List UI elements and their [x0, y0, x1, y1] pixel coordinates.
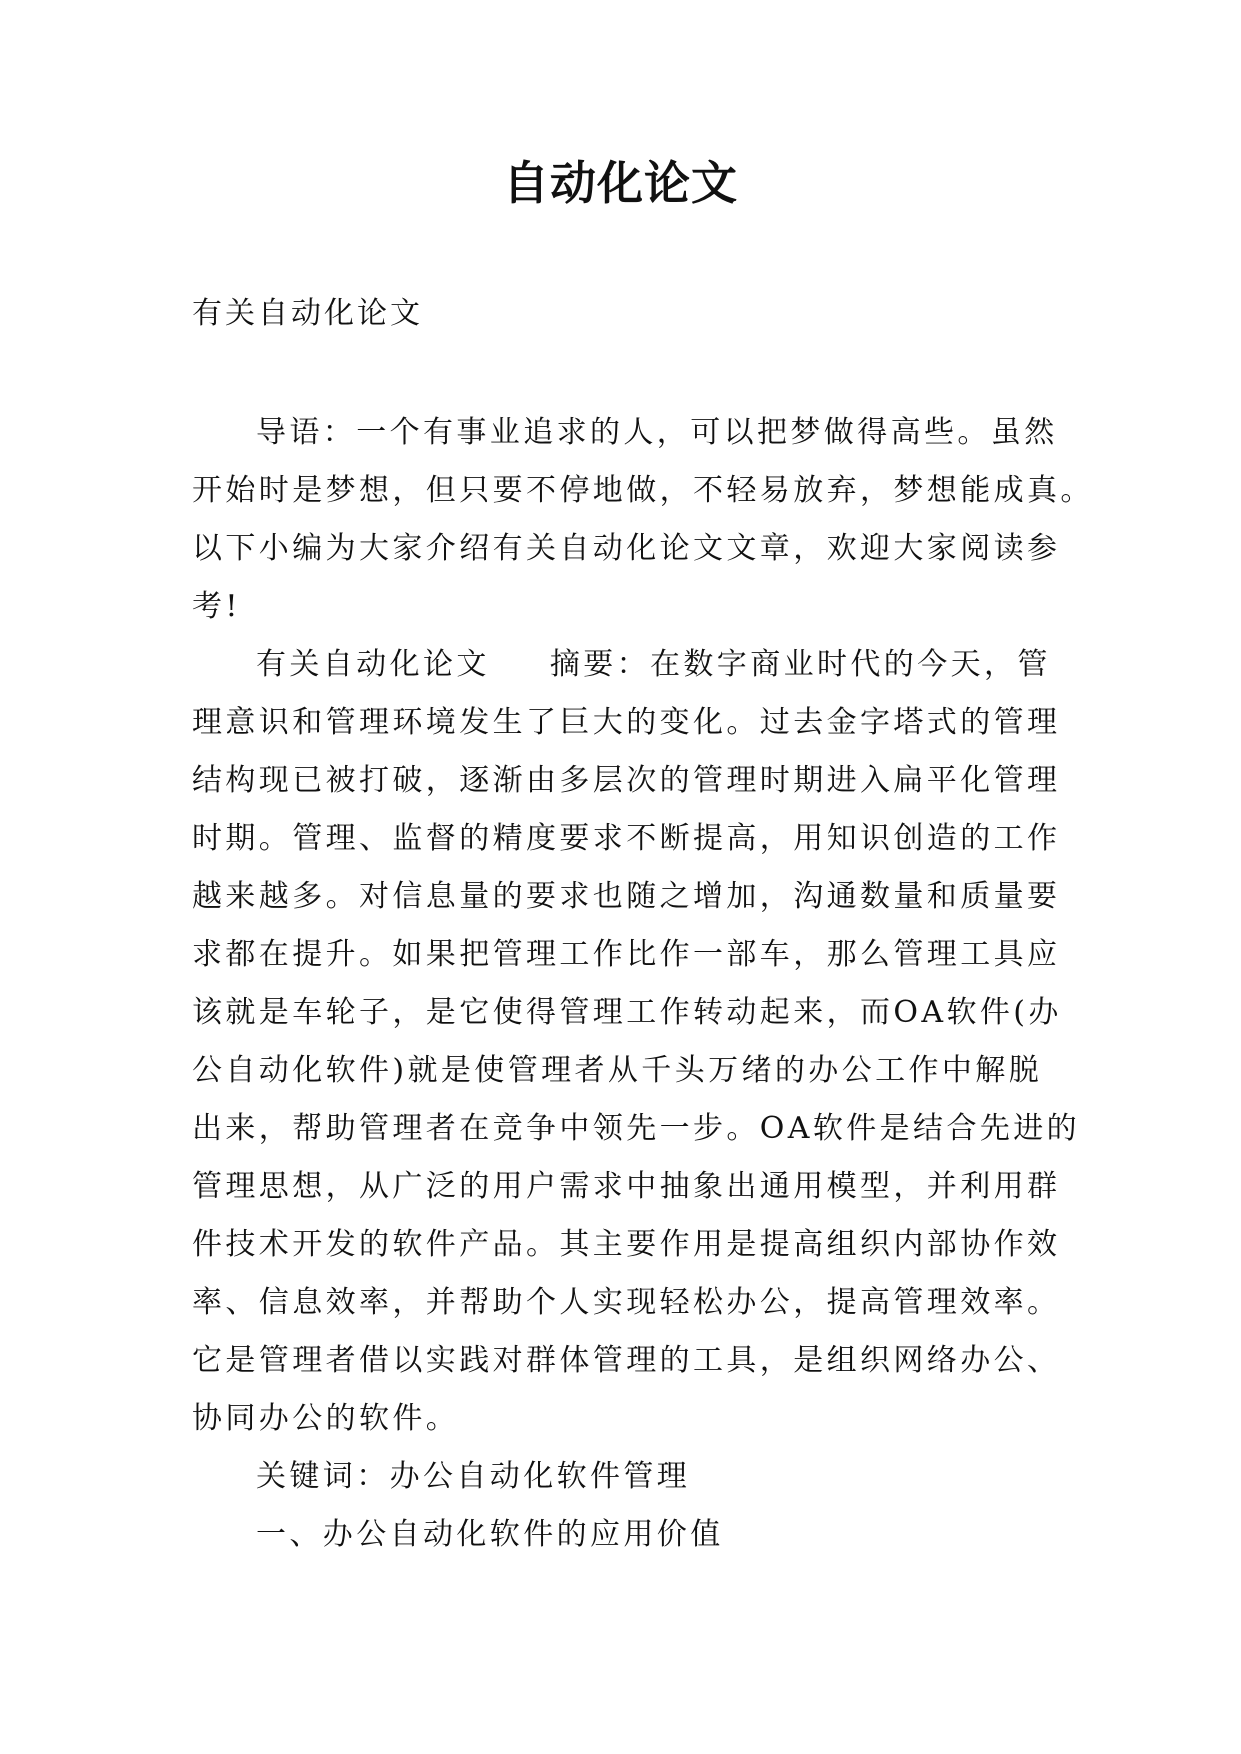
- body-line: 结构现已被打破，逐渐由多层次的管理时期进入扁平化管理: [192, 763, 1061, 798]
- body-line: 该就是车轮子，是它使得管理工作转动起来，而OA软件(办: [192, 995, 1062, 1030]
- body-line: 率、信息效率，并帮助个人实现轻松办公，提高管理效率。: [192, 1285, 1061, 1320]
- body-line: 公自动化软件)就是使管理者从千头万绪的办公工作中解脱: [192, 1053, 1043, 1088]
- body-line: 以下小编为大家介绍有关自动化论文文章，欢迎大家阅读参: [192, 531, 1061, 566]
- body-line: 越来越多。对信息量的要求也随之增加，沟通数量和质量要: [192, 879, 1061, 914]
- abstract-text: 摘要：在数字商业时代的今天，管: [549, 647, 1051, 682]
- body-line: 考!: [192, 589, 241, 624]
- document-subtitle: 有关自动化论文: [192, 296, 423, 331]
- body-line: 理意识和管理环境发生了巨大的变化。过去金字塔式的管理: [192, 705, 1061, 740]
- document-body: [192, 404, 1112, 1564]
- body-line: 出来，帮助管理者在竞争中领先一步。OA软件是结合先进的: [192, 1111, 1081, 1146]
- body-line: 件技术开发的软件产品。其主要作用是提高组织内部协作效: [192, 1227, 1061, 1262]
- abstract-heading: 有关自动化论文: [256, 647, 490, 682]
- section-heading: 一、办公自动化软件的应用价值: [256, 1517, 724, 1552]
- body-line: 导语：一个有事业追求的人，可以把梦做得高些。虽然: [256, 415, 1058, 450]
- body-line: 求都在提升。如果把管理工作比作一部车，那么管理工具应: [192, 937, 1061, 972]
- body-line: 它是管理者借以实践对群体管理的工具，是组织网络办公、: [192, 1343, 1061, 1378]
- body-line: 协同办公的软件。: [192, 1401, 460, 1436]
- body-line-abstract-start: [192, 636, 1112, 694]
- keywords-line: 关键词：办公自动化软件管理: [256, 1459, 691, 1494]
- body-line: 开始时是梦想，但只要不停地做，不轻易放弃，梦想能成真。: [192, 473, 1094, 508]
- body-line: 管理思想，从广泛的用户需求中抽象出通用模型，并利用群: [192, 1169, 1061, 1204]
- document-title: 自动化论文: [503, 156, 738, 210]
- body-line: 时期。管理、监督的精度要求不断提高，用知识创造的工作: [192, 821, 1061, 856]
